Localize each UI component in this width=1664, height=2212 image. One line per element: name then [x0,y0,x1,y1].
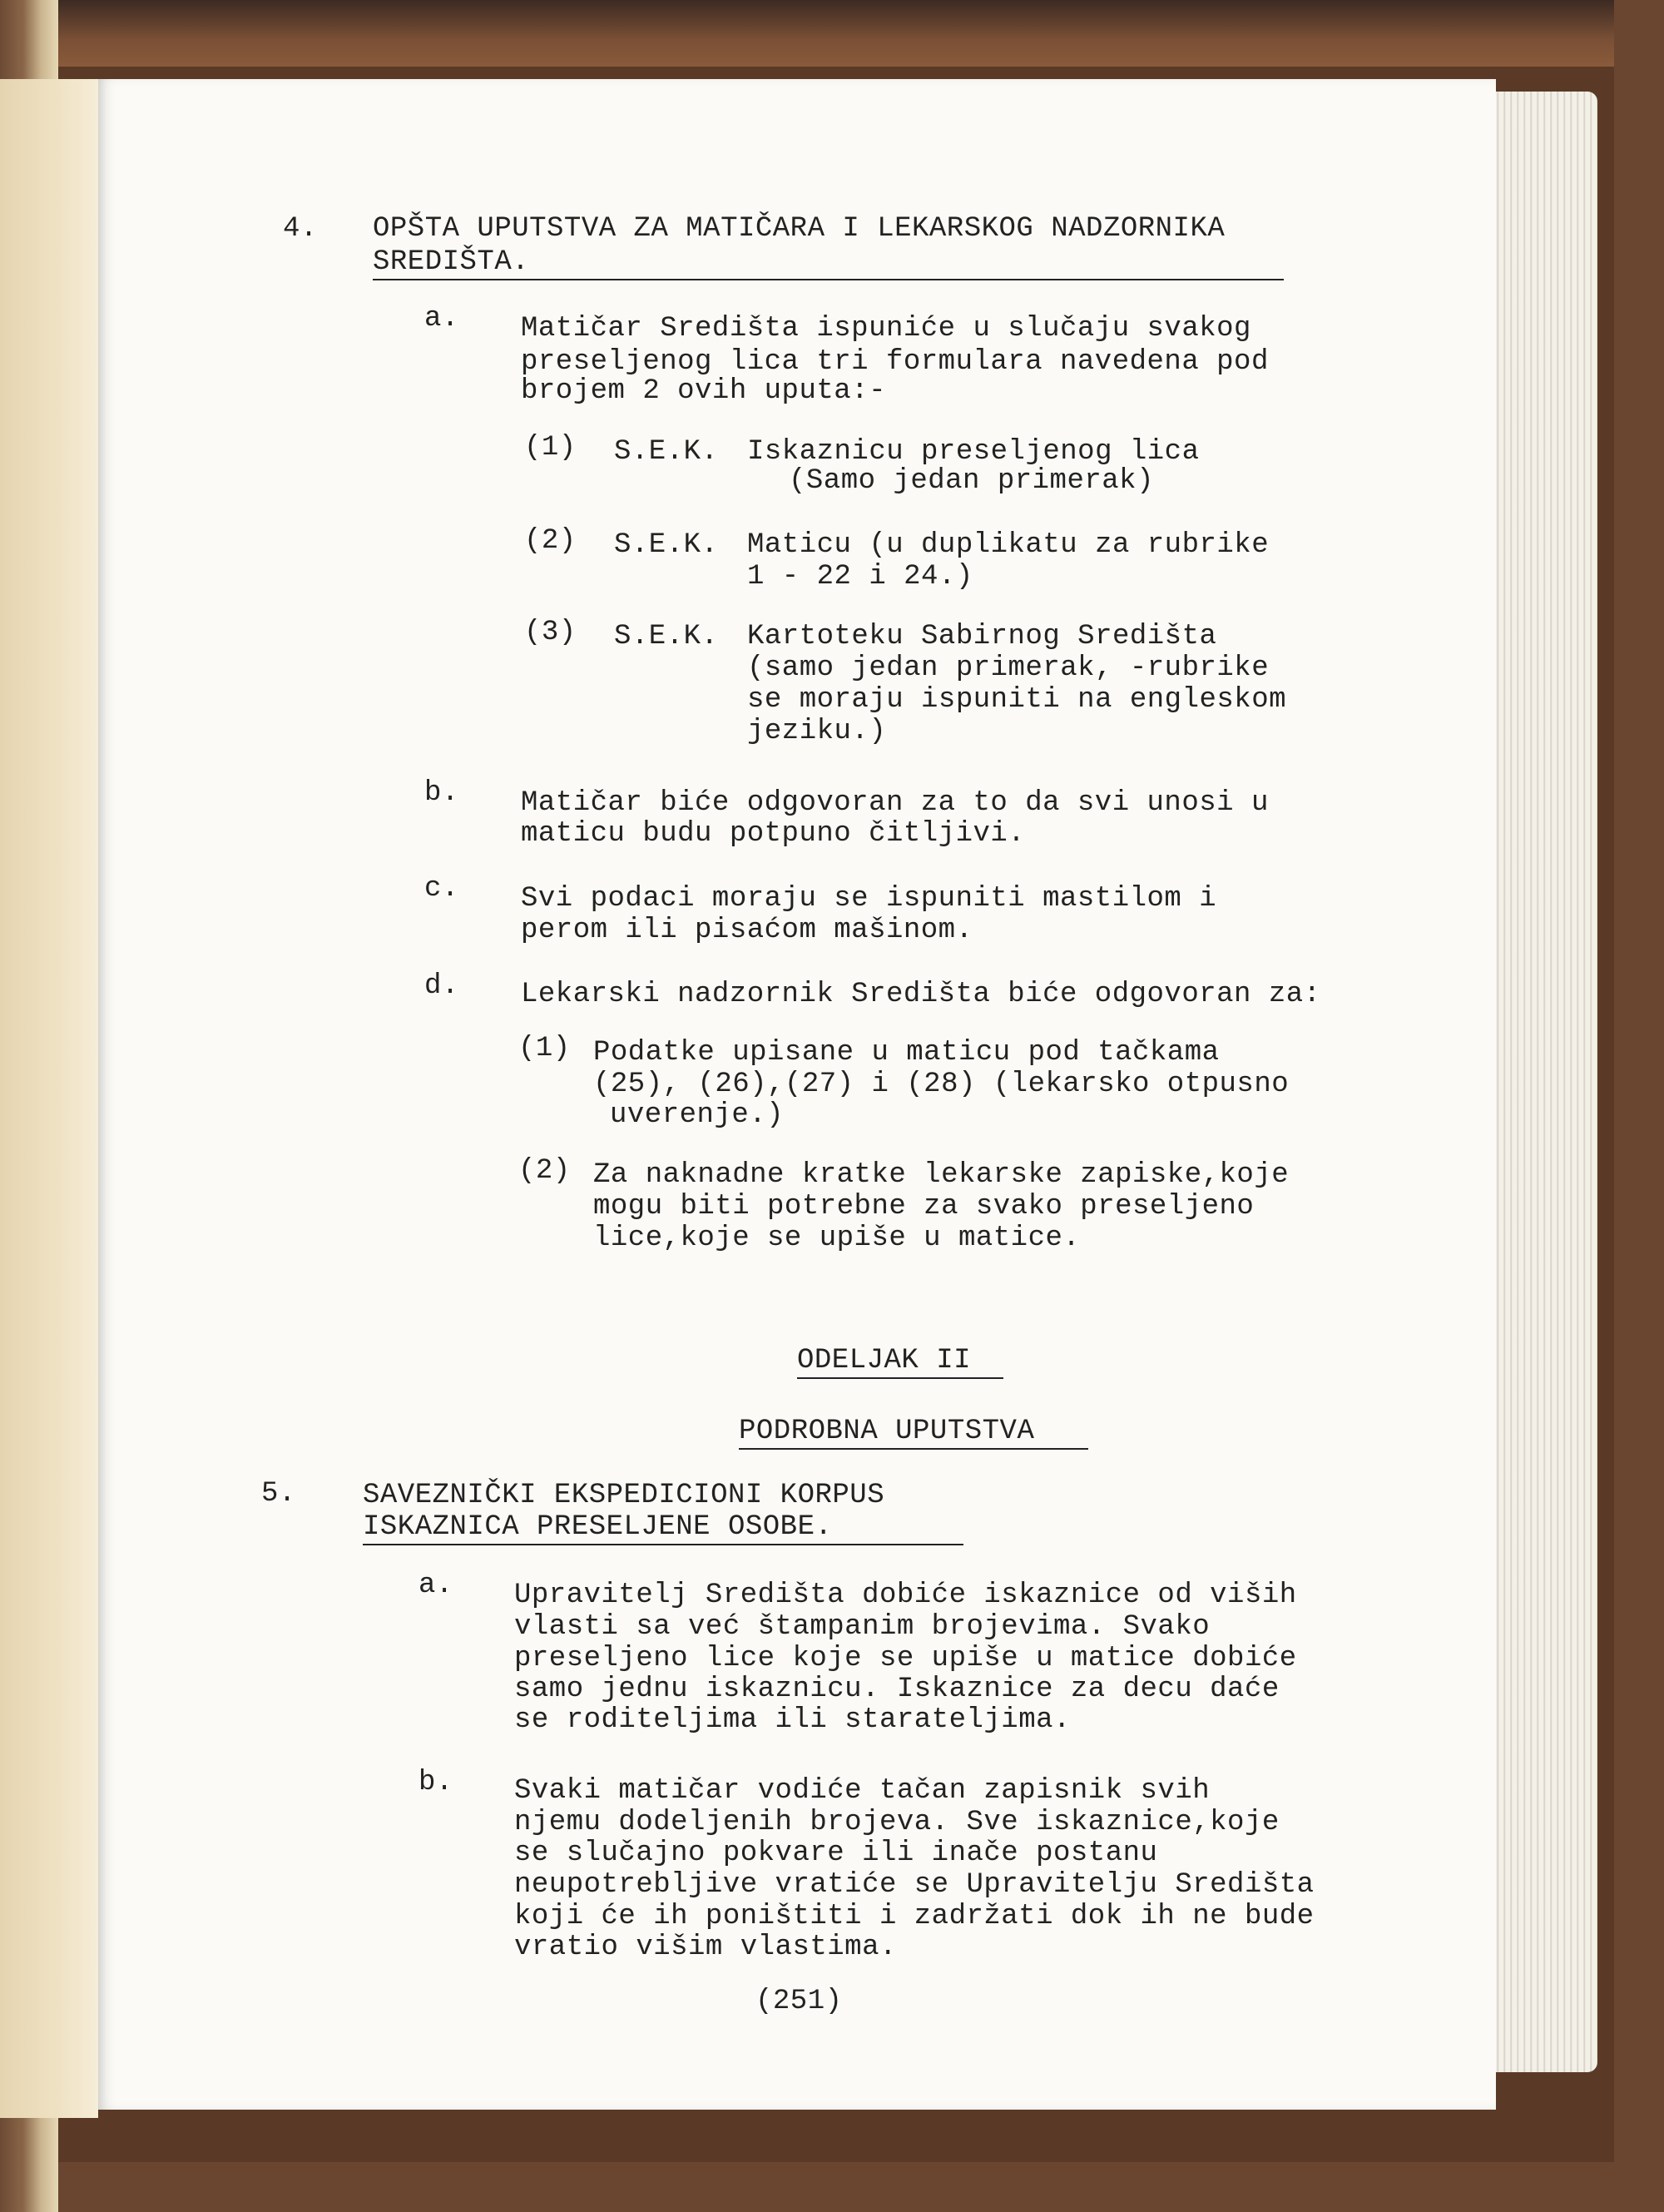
subitem-text-line: (samo jedan primerak, -rubrike [747,652,1270,684]
item-label: c. [424,873,459,905]
subitem-text-line: 1 - 22 i 24.) [747,561,973,593]
item-text-line: Svi podaci moraju se ispuniti mastilom i [521,883,1217,915]
subitem-number: (1) [524,432,577,464]
item-text-line: Upravitelj Središta dobiće iskaznice od viših [514,1580,1297,1611]
item-text-line: Lekarski nadzornik Središta biće odgovoran za: [521,979,1321,1010]
item-text-line: Matičar Središta ispuniće u slučaju svakog [521,313,1251,345]
subitem-code: S.E.K. [614,436,719,468]
item-text-line: koji će ih poništiti i zadržati dok ih ne bude [514,1901,1315,1932]
subitem-number: (1) [518,1033,571,1064]
item-text-line: Matičar biće odgovoran za to da svi unosi u [521,787,1269,819]
subitem-text-line: lice,koje se upiše u matice. [593,1223,1081,1254]
book-cover-bottom [0,2162,1664,2212]
subitem-number: (2) [524,525,577,557]
section-heading-line2: ISKAZNICA PRESELJENE OSOBE. [363,1510,963,1545]
section-heading: SAVEZNIČKI EKSPEDICIONI KORPUS [363,1480,885,1511]
subitem-text-line: jeziku.) [747,716,887,747]
item-label: a. [424,303,459,335]
item-text-line: se roditeljima ili starateljima. [514,1704,1071,1736]
item-text-line: brojem 2 ovih uputa:- [521,375,886,407]
division-title: ODELJAK II [797,1344,1003,1379]
book-cover-top [0,0,1664,67]
item-label: b. [418,1767,453,1798]
item-text-line: preseljenog lica tri formulara navedena pod [521,346,1269,378]
item-label: b. [424,777,459,809]
section-number: 4. [283,213,318,245]
subitem-text-line: mogu biti potrebne za svako preseljeno [593,1191,1255,1223]
subitem-number: (2) [518,1155,571,1187]
facing-page-edge [0,79,98,2118]
item-text-line: samo jednu iskaznicu. Iskaznice za decu daće [514,1674,1280,1705]
section-heading-line2: SREDIŠTA. [373,246,1284,280]
subitem-text-line: (25), (26),(27) i (28) (lekarsko otpusno [593,1069,1290,1100]
subitem-text-line: Za naknadne kratke lekarske zapiske,koje [593,1159,1290,1191]
section-number: 5. [261,1478,296,1510]
subitem-number: (3) [524,617,577,648]
subitem-text-line: Maticu (u duplikatu za rubrike [747,529,1270,561]
item-label: a. [418,1570,453,1601]
division-subtitle: PODROBNA UPUTSTVA [739,1415,1088,1450]
subitem-text-line: Iskaznicu preseljenog lica [747,436,1200,468]
item-text-line: maticu budu potpuno čitljivi. [521,818,1026,850]
item-text-line: se slučajno pokvare ili inače postanu [514,1838,1158,1869]
page-number: (251) [755,1986,843,2017]
item-text-line: preseljeno lice koje se upiše u matice dobiće [514,1643,1297,1674]
item-label: d. [424,970,459,1002]
document-page [98,79,1496,2110]
subitem-text-line: (Samo jedan primerak) [789,465,1154,497]
subitem-text-line: Podatke upisane u maticu pod tačkama [593,1037,1220,1069]
item-text-line: perom ili pisaćom mašinom. [521,915,973,946]
book-cover-right [1614,0,1664,2212]
item-text-line: vratio višim vlastima. [514,1932,897,1963]
item-text-line: vlasti sa već štampanim brojevima. Svako [514,1611,1211,1643]
item-text-line: njemu dodeljenih brojeva. Sve iskaznice,koje [514,1807,1280,1838]
item-text-line: Svaki matičar vodiće tačan zapisnik svih [514,1775,1211,1807]
subitem-text-line: se moraju ispuniti na engleskom [747,684,1287,716]
subitem-code: S.E.K. [614,621,719,652]
subitem-code: S.E.K. [614,529,719,561]
subitem-text-line: uverenje.) [610,1099,785,1131]
item-text-line: neupotrebljive vratiće se Upravitelju Središta [514,1869,1315,1901]
subitem-text-line: Kartoteku Sabirnog Središta [747,621,1217,652]
section-heading: OPŠTA UPUTSTVA ZA MATIČARA I LEKARSKOG NADZORNIKA [373,213,1226,245]
